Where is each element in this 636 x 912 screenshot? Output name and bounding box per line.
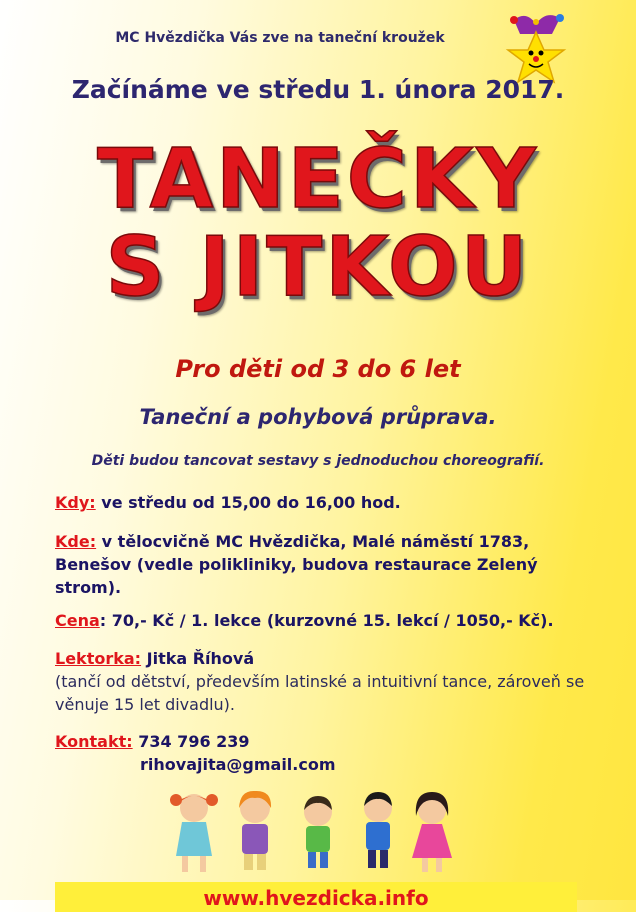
invite-line: MC Hvězdička Vás zve na taneční kroužek xyxy=(115,30,445,46)
where-text: v tělocvičně MC Hvězdička, Malé náměstí 1783, Benešov (vedle polikliniky, budova restaurace Zelený strom). xyxy=(55,532,538,597)
instructor-row xyxy=(55,647,595,716)
contact-label: Kontakt: xyxy=(55,732,133,751)
price-row xyxy=(55,609,595,632)
when-label: Kdy: xyxy=(55,493,96,512)
when-text: ve středu od 15,00 do 16,00 hod. xyxy=(95,493,401,512)
instructor-label: Lektorka: xyxy=(55,649,142,668)
price-label: Cena xyxy=(55,611,100,630)
contact-row xyxy=(55,730,595,753)
age-range: Pro děti od 3 do 6 let xyxy=(175,355,461,383)
when-row xyxy=(55,491,595,514)
program-description: Taneční a pohybová průprava. xyxy=(139,405,497,429)
choreography-note: Děti budou tancovat sestavy s jednoduchou choreografií. xyxy=(91,453,545,469)
start-date: Začínáme ve středu 1. února 2017. xyxy=(71,75,565,104)
instructor-name: Jitka Říhová xyxy=(141,649,255,668)
where-label: Kde: xyxy=(55,532,97,551)
title-line-2: S JITKOU xyxy=(105,220,531,315)
instructor-note: (tančí od dětství, především latinské a intuitivní tance, zároveň se věnuje 15 let divadlu). xyxy=(55,672,585,714)
title-line-1: TANEČKY xyxy=(97,132,539,227)
website-link[interactable]: www.hvezdicka.info xyxy=(203,886,429,910)
children-illustration xyxy=(160,786,460,878)
contact-phone: 734 796 239 xyxy=(132,732,250,751)
price-text: : 70,- Kč / 1. lekce (kurzovné 15. lekcí / 1050,- Kč). xyxy=(99,611,554,630)
contact-email: rihovajita@gmail.com xyxy=(140,755,336,774)
where-row xyxy=(55,530,595,599)
